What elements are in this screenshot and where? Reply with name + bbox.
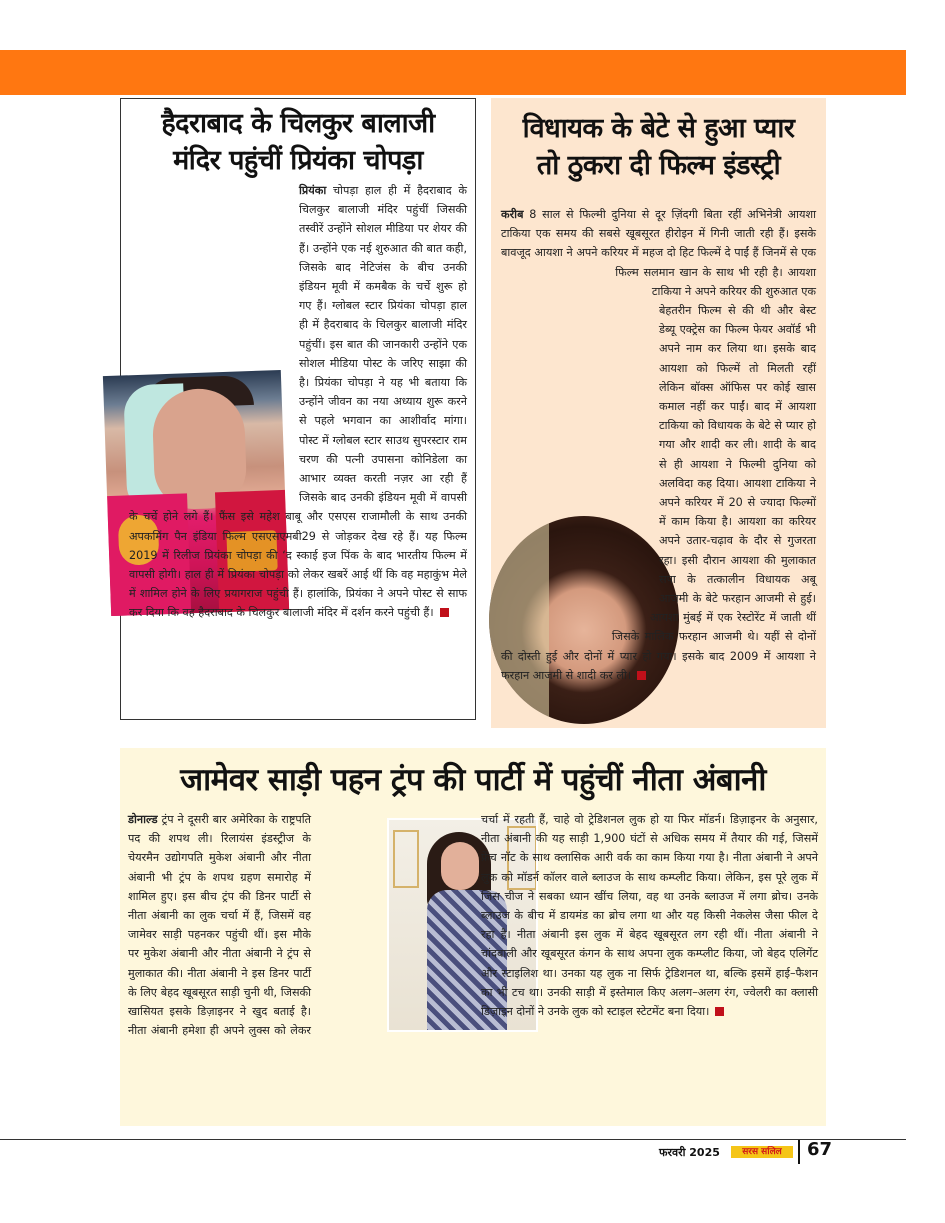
article-text: ट्रंप ने दूसरी बार अमेरिका के राष्ट्रपति पद की शपथ ली। रिलायंस इंडस्ट्रीज के चेयरमैन उद्योगपति मुकेश अंबानी और नीता अंबानी भी ट्रंप के शपथ ग्रहण समारोह में शामिल हुए। इस बीच ट्रंप की डिनर पार्टी से नीता अंबानी का लुक चर्चा में हैं, जिसमें वह जामेवर साड़ी पहनकर पहुंची थीं। इस मौके पर मुकेश अंबानी और नीता अंबानी ने ट्रंप से मुलाकात की। नीता अंबानी ने इस डिनर पार्टी के लिए बेहद खूबसूरत साड़ी चुनी थी, जिसकी खासियत इसके डिज़ाइनर ने खुद बताई है। नीता अंबानी हमेशा ही अपने लुक्स को लेकर चर्चा में रहती हैं, चाहे वो ट्रेडिशनल लुक हो या फिर मॉडर्न। डिज़ाइनर के अनुसार, नीता अंबानी की यह साड़ी 1,900 घंटों से अधिक समय में तैयार की गई, जिसमें फ्रेंच नॉट के साथ क्लासिक आरी वर्क का काम किया गया है। नीता अंबानी ने अपने लुक को मॉडर्न कॉलर वाले ब्लाउज के साथ कम्प्लीट किया। लेकिन, इस पूरे लुक में जिस चीज ने सबका ध्यान खींच लिया, वह था उनके ब्लाउज में लगा ब्रोच। उनके ब्लाउज के बीच में डायमंड का ब्रोच लगा था और यह किसी नेकलेस जैसा फील दे रहा है। नीता अंबानी इस लुक में बेहद खूबसूरत लग रही थीं। नीता अंबानी ने चांदबाली और खूबसूरत कंगन के साथ अपना लुक कम्प्लीट किया, जो बेहद एलिगेंट और स्टाइलिश था। उनका यह लुक ना सिर्फ ट्रेडिशनल था, बल्कि इसमें हाई–फैशन का भी टच था। उनकी साड़ी में इस्तेमाल किए अलग–अलग रंग, ज्वेलरी का क्लासी डिज़ाइन दोनों ने उनके लुक को स्टाइल स्टेटमेंट बना दिया। [128,813,818,1038]
headline-line-2: तो ठुकरा दी फिल्म इंडस्ट्री [536,150,781,181]
end-mark-icon [440,608,449,617]
issue-date: फरवरी 2025 [659,1146,720,1159]
article-lead-word: प्रियंका [299,184,327,197]
article-lead-word: डोनाल्ड [128,813,158,826]
end-mark-icon [637,671,646,680]
article-body [128,810,818,1040]
page-number: 67 [807,1139,833,1160]
article-headline: जामेवर साड़ी पहन ट्रंप की पार्टी में पहुंचीं नीता अंबानी [180,762,766,798]
article-text: 8 साल से फिल्मी दुनिया से दूर ज़िंदगी बिता रहीं अभिनेत्री आयशा टाकिया एक समय की सबसे खूबसूरत हीरोइन में गिनी जाती रही हैं। इसके बावजूद आयशा ने अपने करियर में महज दो हिट फिल्में दे पाईं हैं जिनमें से एक फिल्म सलमान खान के साथ भी रही है। आयशा टाकिया ने अपने करियर की शुरुआत एक बेहतरीन फिल्म से की थी और बेस्ट डेब्यू एक्ट्रेस का फिल्म फेयर अवॉर्ड भी अपने नाम कर लिया था। इसके बाद आयशा को फिल्में तो मिलती रहीं लेकिन बॉक्स ऑफिस पर कोई खास कमाल नहीं कर पाईं। बाद में आयशा टाकिया को विधायक के बेटे से प्यार हो गया और शादी कर ली। शादी के बाद से ही आयशा ने फिल्मी दुनिया को अलविदा कह दिया। आयशा टाकिया ने अपने करियर में 20 से ज्यादा फिल्मों में काम किया है। आयशा का करियर अपने उतार-चढ़ाव के दौर से गुजरता रहा। इसी दौरान आयशा की मुलाकात सपा के तत्कालीन विधायक अबू आजमी के बेटे फरहान आजमी से हुई। आयशा मुंबई में एक रेस्टोरेंट में जाती थीं जिसके मालिक फरहान आजमी थे। यहीं से दोनों की दोस्ती हुई और दोनों में प्यार हो गया। इसके बाद 2009 में आयशा ने फरहान आजमी से शादी कर ली। [501,208,816,682]
end-mark-icon [715,1007,724,1016]
headline-line-1: हैदराबाद के चिलकुर बालाजी [161,108,435,139]
article-body [501,205,816,703]
article-priyanka-chopra [120,98,476,720]
article-headline [125,105,471,179]
headline-line-2: मंदिर पहुंचीं प्रियंका चोपड़ा [173,145,423,176]
article-text: चोपड़ा हाल ही में हैदराबाद के चिलकुर बालाजी मंदिर पहुंचीं जिसकी तस्वीरें उन्होंने सोशल मीडिया पर शेयर की हैं। उन्होंने एक नई शुरुआत की बात कही, जिसके बाद नेटिजंस के बीच उनकी इंडियन मूवी में कमबैक के चर्चे शुरू हो गए हैं। ग्लोबल स्टार प्रियंका चोपड़ा हाल ही में हैदराबाद के चिलकुर बालाजी मंदिर पहुंचीं। इस बात की जानकारी उन्होंने एक सोशल मीडिया पोस्ट के जरिए साझा की है। प्रियंका चोपड़ा ने यह भी बताया कि उन्होंने जीवन का नया अध्याय शुरू करने से पहले भगवान का आशीर्वाद मांगा। पोस्ट में ग्लोबल स्टार साउथ सुपरस्टार राम चरण की पत्नी उपासना कोनिडेला का आभार व्यक्त करती नज़र आ रही हैं जिसके बाद उनकी इंडियन मूवी में वापसी के चर्चे होने लगे हैं। फैंस इसे महेश बाबू और एसएस राजामौली के साथ उनकी अपकमिंग पैन इंडिया फिल्म एसएसएमबी29 से जोड़कर देख रहे हैं। यह फिल्म 2019 में रिलीज प्रियंका चोपड़ा की ‘द स्काई इज पिंक के बाद भारतीय फिल्म में वापसी होगी। हाल ही में प्रियंका चोपड़ा को लेकर खबरें आई थीं कि वह महाकुंभ मेले में शामिल होने के लिए प्रयागराज पहुंची हैं। हालांकि, प्रियंका ने अपने पोस्ट से साफ कर दिया कि वह हैदराबाद के चिलकुर बालाजी मंदिर में दर्शन करने पहुंची हैं। [129,184,467,620]
footer-divider [0,1139,906,1140]
article-lead-word: करीब [501,208,524,221]
footer-separator [798,1140,800,1164]
article-ayesha-takia [491,98,826,728]
magazine-logo: सरस सलिल [731,1146,793,1158]
article-nita-ambani [120,748,826,1126]
headline-line-1: विधायक के बेटे से हुआ प्यार [522,113,795,144]
article-body [129,181,467,623]
header-accent-bar [0,50,906,95]
article-headline [497,110,820,184]
